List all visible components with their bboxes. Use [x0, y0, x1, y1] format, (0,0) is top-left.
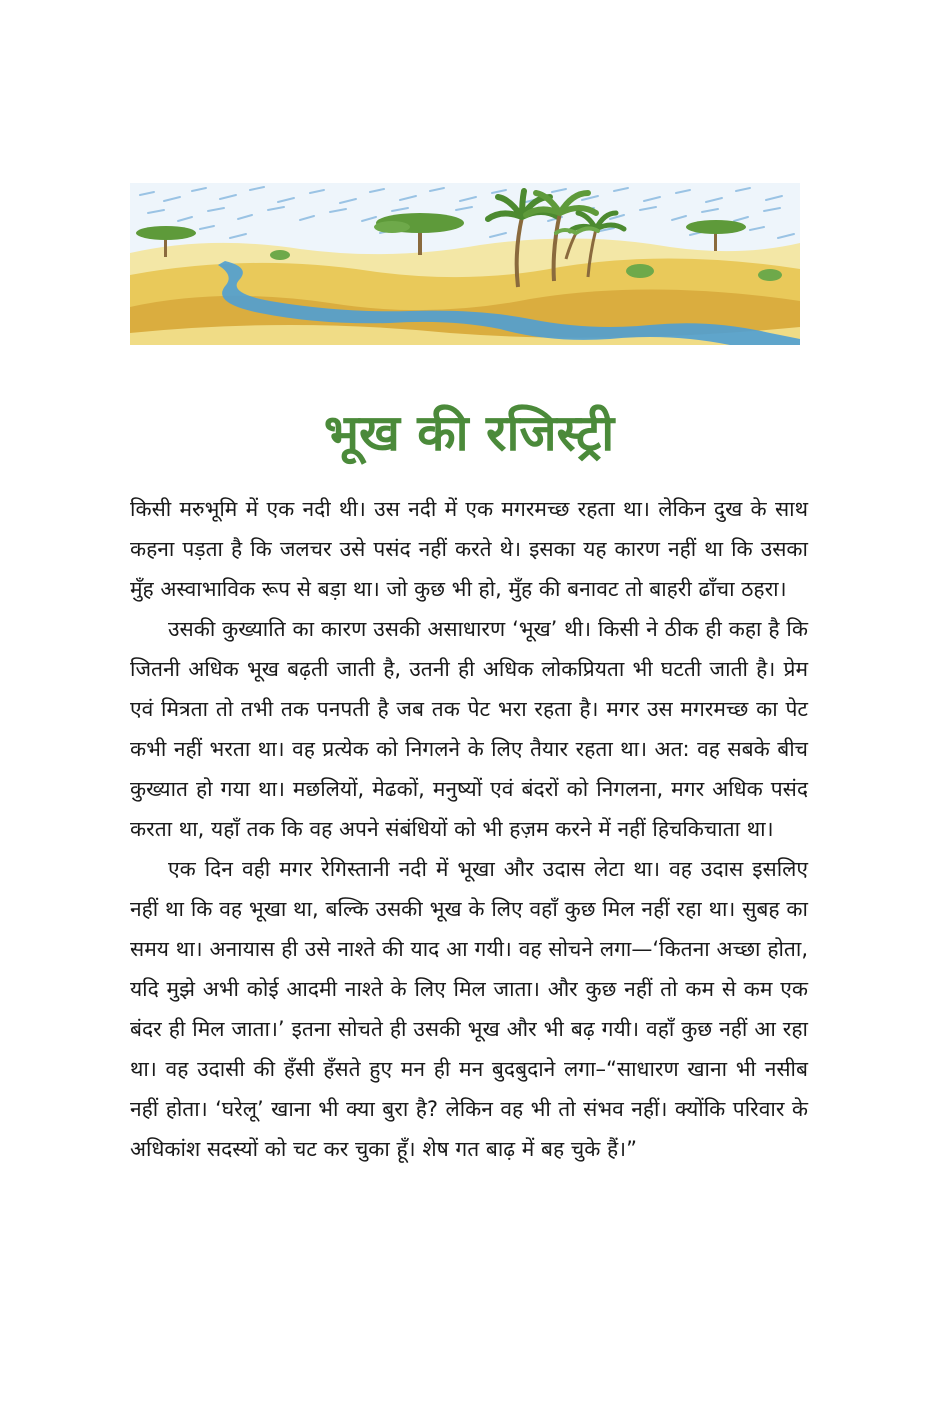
- story-title: भूख की रजिस्ट्री: [323, 404, 615, 462]
- story-body: [130, 489, 808, 1169]
- paragraph-2: उसकी कुख्याति का कारण उसकी असाधारण ‘भूख’ थी। किसी ने ठीक ही कहा है कि जितनी अधिक भूख बढ़ती जाती है, उतनी ही अधिक लोकप्रियता भी घटती जाती है। प्रेम एवं मित्रता तो तभी तक पनपती है जब तक पेट भरा रहता है। मगर उस मगरमच्छ का पेट कभी नहीं भरता था। वह प्रत्येक को निगलने के लिए तैयार रहता था। अत: वह सबके बीच कुख्यात हो गया था। मछलियों, मेढकों, मनुष्यों एवं बंदरों को निगलना, मगर अधिक पसंद करता था, यहाँ तक कि वह अपने संबंधियों को भी हज़म करने में नहीं हिचकिचाता था।: [130, 617, 808, 841]
- paragraph-3: एक दिन वही मगर रेगिस्तानी नदी में भूखा और उदास लेटा था। वह उदास इसलिए नहीं था कि वह भूखा था, बल्कि उसकी भूख के लिए वहाँ कुछ मिल नहीं रहा था। सुबह का समय था। अनायास ही उसे नाश्ते की याद आ गयी। वह सोचने लगा—‘कितना अच्छा होता, यदि मुझे अभी कोई आदमी नाश्ते के लिए मिल जाता। और कुछ नहीं तो कम से कम एक बंदर ही मिल जाता।’ इतना सोचते ही उसकी भूख और भी बढ़ गयी। वहाँ कुछ नहीं आ रहा था। वह उदासी की हँसी हँसते हुए मन ही मन बुदबुदाने लगा–“साधारण खाना भी नसीब नहीं होता। ‘घरेलू’ खाना भी क्या बुरा है? लेकिन वह भी तो संभव नहीं। क्योंकि परिवार के अधिकांश सदस्यों को चट कर चुका हूँ। शेष गत बाढ़ में बह चुके हैं।”: [130, 857, 808, 1161]
- shrub: [626, 264, 654, 278]
- desert-river-landscape-icon: [130, 183, 800, 345]
- shrub: [270, 250, 290, 260]
- shrub: [758, 269, 782, 281]
- paragraph-1: किसी मरुभूमि में एक नदी थी। उस नदी में एक मगरमच्छ रहता था। लेकिन दुख के साथ कहना पड़ता है कि जलचर उसे पसंद नहीं करते थे। इसका यह कारण नहीं था कि उसका मुँह अस्वाभाविक रूप से बड़ा था। जो कुछ भी हो, मुँह की बनावट तो बाहरी ढाँचा ठहरा।: [130, 497, 808, 601]
